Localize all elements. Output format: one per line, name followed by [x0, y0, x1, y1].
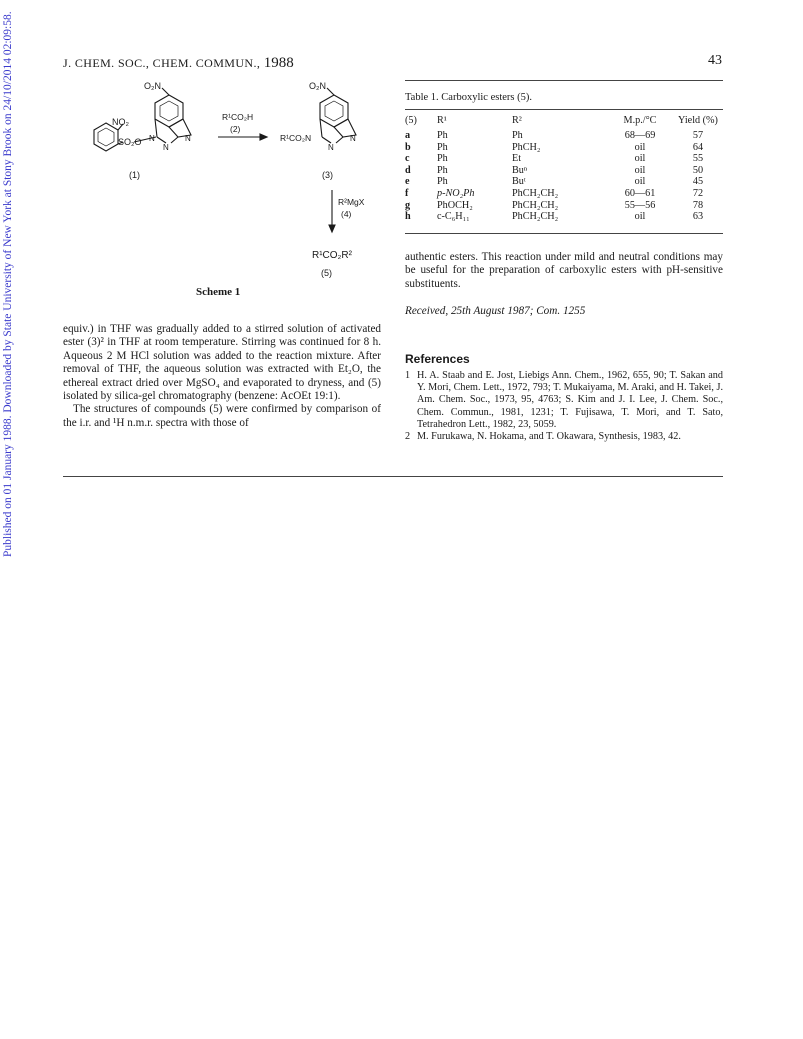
table-bottom-rule	[405, 233, 723, 234]
cell: PhCH₂CH₂	[512, 199, 559, 211]
cell: PhCH₂CH₂	[512, 211, 559, 223]
nitro-group-1: NO₂	[112, 117, 129, 127]
page-bottom-rule	[63, 476, 723, 477]
cell: h	[405, 211, 411, 223]
cell: d	[405, 164, 411, 176]
scheme-caption: Scheme 1	[196, 286, 241, 298]
table-row	[405, 153, 723, 165]
reaction-scheme	[60, 75, 390, 295]
journal-name: J. CHEM. SOC., CHEM. COMMUN.,	[63, 56, 264, 70]
cell: oil	[634, 176, 646, 188]
table-row	[405, 142, 723, 154]
cell: 68—69	[624, 130, 656, 141]
table-row	[405, 176, 723, 188]
cell: 55	[692, 153, 704, 165]
column-header: M.p./°C	[623, 115, 657, 126]
cell: Ph	[437, 141, 448, 153]
triazole-n-2: N	[185, 134, 191, 143]
triazole-n-3: N	[149, 134, 155, 143]
cell: PhCH₂	[512, 141, 541, 153]
cell: 64	[692, 141, 704, 153]
table-top-rule	[405, 80, 723, 81]
cell: Ph	[512, 130, 523, 141]
cell: 60—61	[624, 187, 656, 199]
reference-text: H. A. Staab and E. Jost, Liebigs Ann. Chem., 1962, 655, 90; T. Sakan and Y. Mori, Chem. Lett., 1972, 793; T. Mukaiyama, M. Araki, and H. Takei, J. Am. Chem. Soc., 1973, 95, 4763; S. Kim and J. I. Lee, J. Chem. Soc., Chem. Commun., 1981, 1231; T. Fujisawa, T. Mori, and T. Sato, Tetrahedron Lett., 1982, 23, 5059.	[417, 370, 723, 430]
journal-year: 1988	[263, 55, 294, 71]
table-row	[405, 165, 723, 177]
cell: p-NO₂Ph	[437, 187, 475, 199]
table-row	[405, 211, 723, 223]
cell: PhCH₂CH₂	[512, 187, 559, 199]
sulfonyl-oxy: SO₂O	[118, 137, 142, 147]
cell: g	[405, 199, 411, 211]
table-header-row	[405, 114, 723, 130]
table-row	[405, 188, 723, 200]
triazole-n-5: N	[350, 134, 356, 143]
triazole-n-4: N	[328, 143, 334, 152]
table-row	[405, 200, 723, 212]
cell: a	[405, 130, 411, 141]
triazole-n-1: N	[163, 143, 169, 152]
compound-5-label: (5)	[321, 268, 332, 278]
running-head	[63, 55, 294, 72]
cell: f	[405, 187, 409, 199]
cell: Buᵗ	[512, 176, 526, 188]
paragraph: The structures of compounds (5) were confirmed by comparison of the i.r. and ¹H n.m.r. spectra with those of	[63, 403, 381, 429]
cell: Buⁿ	[512, 164, 528, 176]
reagent-4-label: (4)	[341, 209, 352, 219]
paragraph: equiv.) in THF was gradually added to a stirred solution of activated ester (3)² in THF at room temperature. Stirring was continued for 8 h. Aqueous 2 M HCl solution was added to the reaction mixture. After removal of THF, the aqueous solution was extracted with Et₂O, the ethereal extract dried over MgSO₄ and evaporated to dryness, and (5) isolated by silica-gel chromatography (benzene: AcOEt 19:1).	[63, 323, 381, 403]
references-heading: References	[405, 352, 470, 366]
reference-item	[405, 370, 723, 431]
references-list	[405, 370, 723, 443]
page-number: 43	[708, 53, 722, 68]
cell: e	[405, 176, 410, 188]
cell: c	[405, 153, 410, 165]
download-sidebar-note: Published on 01 January 1988. Downloaded by State University of New York at Stony Brook on 24/10/2014 02:09:58.	[2, 11, 14, 557]
cell: oil	[634, 153, 646, 165]
cell: 78	[692, 199, 704, 211]
compound-3-label: (3)	[322, 170, 333, 180]
cell: Ph	[437, 130, 448, 141]
column-header: R²	[512, 115, 522, 126]
received-date: Received, 25th August 1987; Com. 1255	[405, 305, 586, 317]
reference-item	[405, 431, 723, 443]
cell: Et	[512, 153, 522, 165]
product-formula: R¹CO₂R²	[312, 250, 352, 261]
cell: Ph	[437, 153, 448, 165]
left-column	[63, 323, 381, 430]
right-column-paragraph: authentic esters. This reaction under mild and neutral conditions may be useful for the preparation of carboxylic esters with pH-sensitive substituents.	[405, 251, 723, 290]
cell: 63	[692, 211, 704, 223]
esters-table	[405, 114, 723, 223]
cell: PhOCH₂	[437, 199, 473, 211]
table-header-rule	[405, 109, 723, 110]
reagent-4: R²MgX	[338, 197, 365, 207]
benzotriazole-ring-1	[155, 95, 183, 127]
cell: oil	[634, 211, 646, 223]
reference-number: 1	[405, 370, 411, 381]
acyl-group: R¹CO₂N	[280, 133, 312, 143]
cell: 50	[692, 164, 704, 176]
reference-number: 2	[405, 431, 411, 443]
cell: 55—56	[624, 199, 656, 211]
nitro-group-3: O₂N	[309, 81, 326, 91]
compound-1-label: (1)	[129, 170, 140, 180]
reagent-2: R¹CO₂H	[222, 112, 254, 122]
column-header: Yield (%)	[678, 115, 718, 126]
column-header: (5)	[405, 115, 417, 126]
cell: 45	[692, 176, 704, 188]
cell: Ph	[437, 176, 448, 188]
cell: Ph	[437, 164, 448, 176]
table-title: Table 1. Carboxylic esters (5).	[405, 92, 532, 103]
cell: oil	[634, 141, 646, 153]
nitro-group-2: O₂N	[144, 81, 161, 91]
benzotriazole-ring-3	[320, 95, 348, 127]
reference-text: M. Furukawa, N. Hokama, and T. Okawara, Synthesis, 1983, 42.	[417, 431, 681, 443]
cell: oil	[634, 164, 646, 176]
cell: b	[405, 141, 411, 153]
nitrophenyl-ring	[94, 123, 118, 151]
column-header: R¹	[437, 115, 447, 126]
reagent-2-label: (2)	[230, 124, 241, 134]
cell: 57	[692, 130, 704, 141]
cell: 72	[692, 187, 704, 199]
table-row	[405, 130, 723, 142]
cell: c-C₆H₁₁	[437, 211, 470, 223]
